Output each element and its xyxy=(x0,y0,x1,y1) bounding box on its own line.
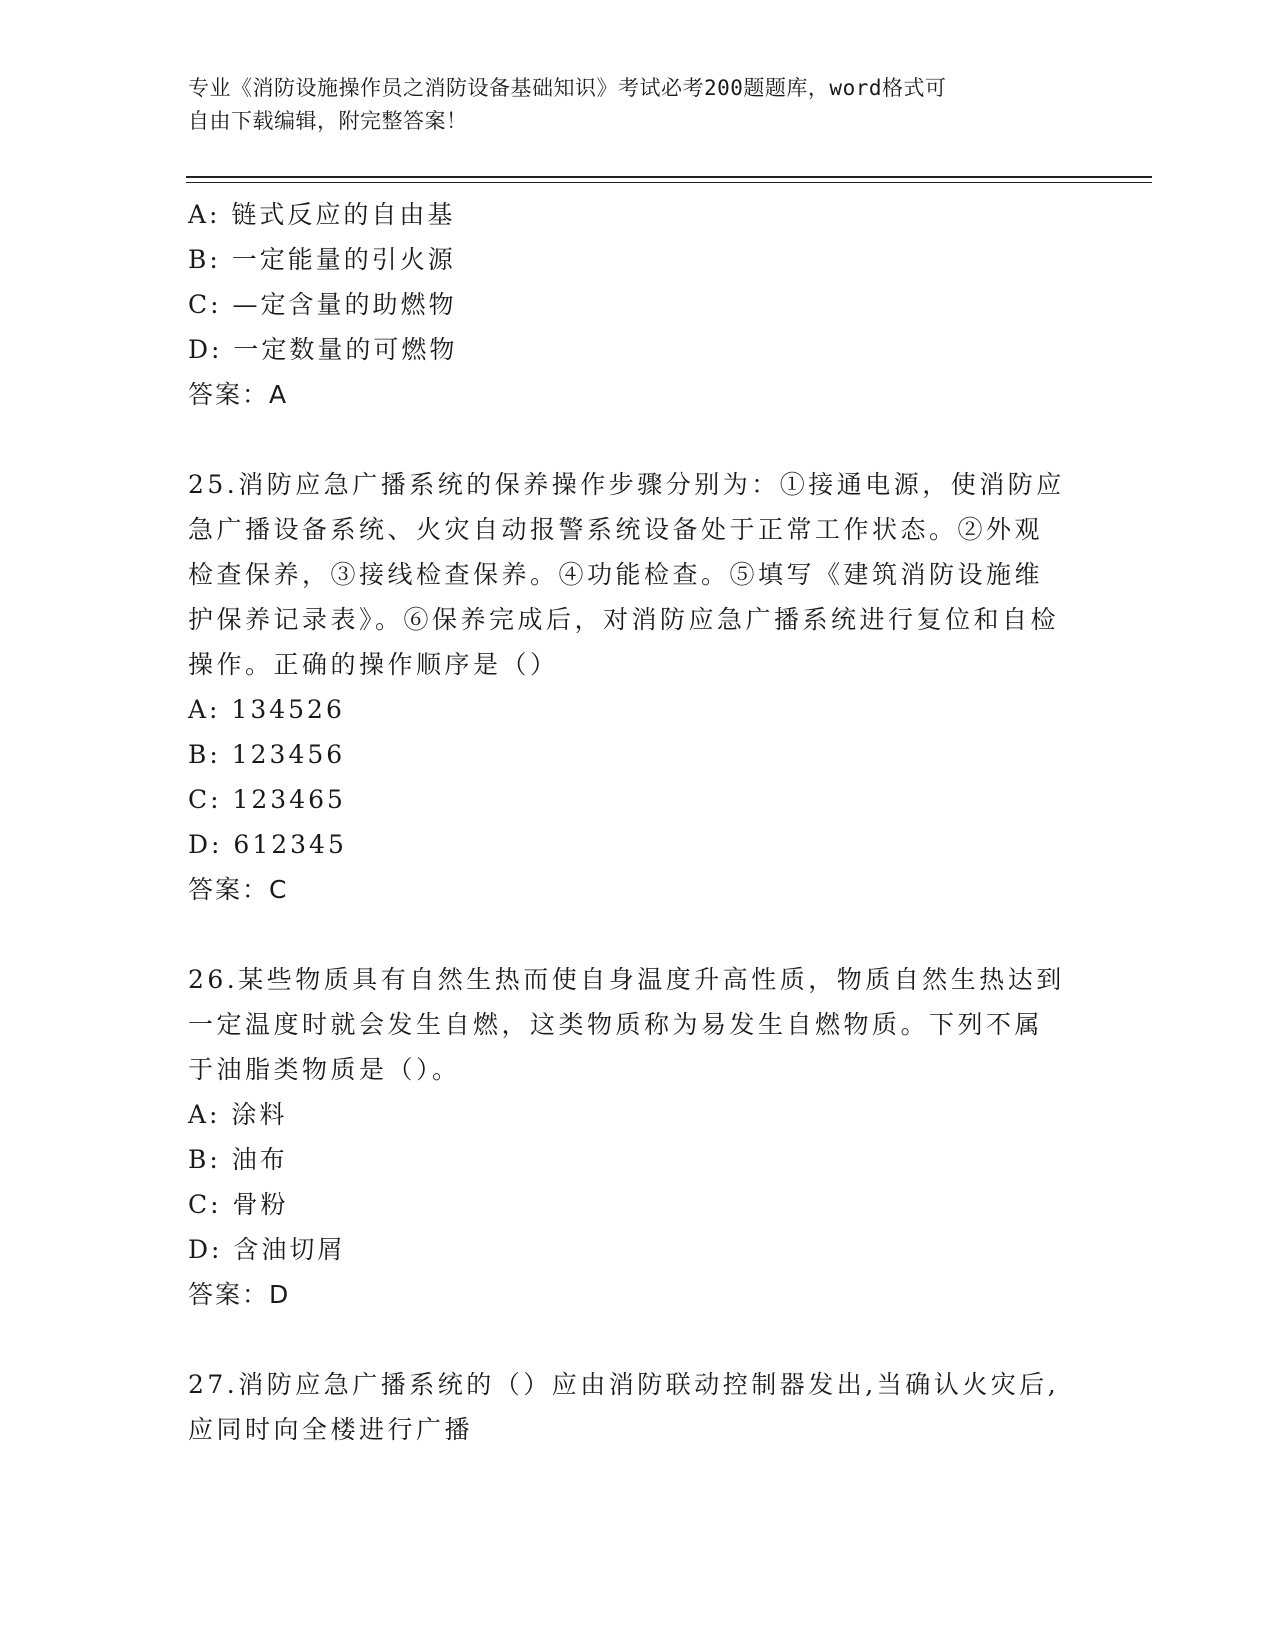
option-b: B: 123456 xyxy=(188,740,346,769)
option-c: C: 骨粉 xyxy=(188,1190,289,1219)
answer-label: 答案：A xyxy=(188,380,289,409)
option-a: A: 涂料 xyxy=(188,1100,288,1129)
header-rule-thin xyxy=(186,182,1152,183)
option-d: D: 一定数量的可燃物 xyxy=(188,335,458,364)
question-stem: 27.消防应急广播系统的（）应由消防联动控制器发出,当确认火灾后,应同时向全楼进行广播 xyxy=(188,1370,1060,1444)
question-list xyxy=(188,192,1088,1452)
answer-label: 答案：D xyxy=(188,1280,291,1309)
header-line-2: 自由下载编辑，附完整答案！ xyxy=(188,109,468,133)
question-stem: 25.消防应急广播系统的保养操作步骤分别为：①接通电源，使消防应急广播设备系统、火灾自动报警系统设备处于正常工作状态。②外观检查保养，③接线检查保养。④功能检查。⑤填写《建筑消防设施维护保养记录表》。⑥保养完成后，对消防应急广播系统进行复位和自检操作。正确的操作顺序是（） xyxy=(188,470,1065,679)
option-b: B: 油布 xyxy=(188,1145,288,1174)
question-26 xyxy=(188,957,1088,1317)
option-d: D: 含油切屑 xyxy=(188,1235,346,1264)
option-a: A: 链式反应的自由基 xyxy=(188,200,456,229)
question-stem: 26.某些物质具有自然生热而使自身温度升高性质，物质自然生热达到一定温度时就会发生自燃，这类物质称为易发生自燃物质。下列不属于油脂类物质是（）。 xyxy=(188,965,1065,1084)
answer-label: 答案：C xyxy=(188,875,289,904)
header-line-1: 专业《消防设施操作员之消防设备基础知识》考试必考200题题库，word格式可 xyxy=(188,76,947,100)
document-header xyxy=(188,72,1068,138)
option-c: C: 123465 xyxy=(188,785,346,814)
question-24-continued xyxy=(188,192,1088,417)
option-a: A: 134526 xyxy=(188,695,345,724)
question-27 xyxy=(188,1362,1088,1452)
option-d: D: 612345 xyxy=(188,830,347,859)
option-c: C: —定含量的助燃物 xyxy=(188,290,457,319)
question-25 xyxy=(188,462,1088,912)
option-b: B: 一定能量的引火源 xyxy=(188,245,456,274)
header-rule-thick xyxy=(186,176,1152,178)
